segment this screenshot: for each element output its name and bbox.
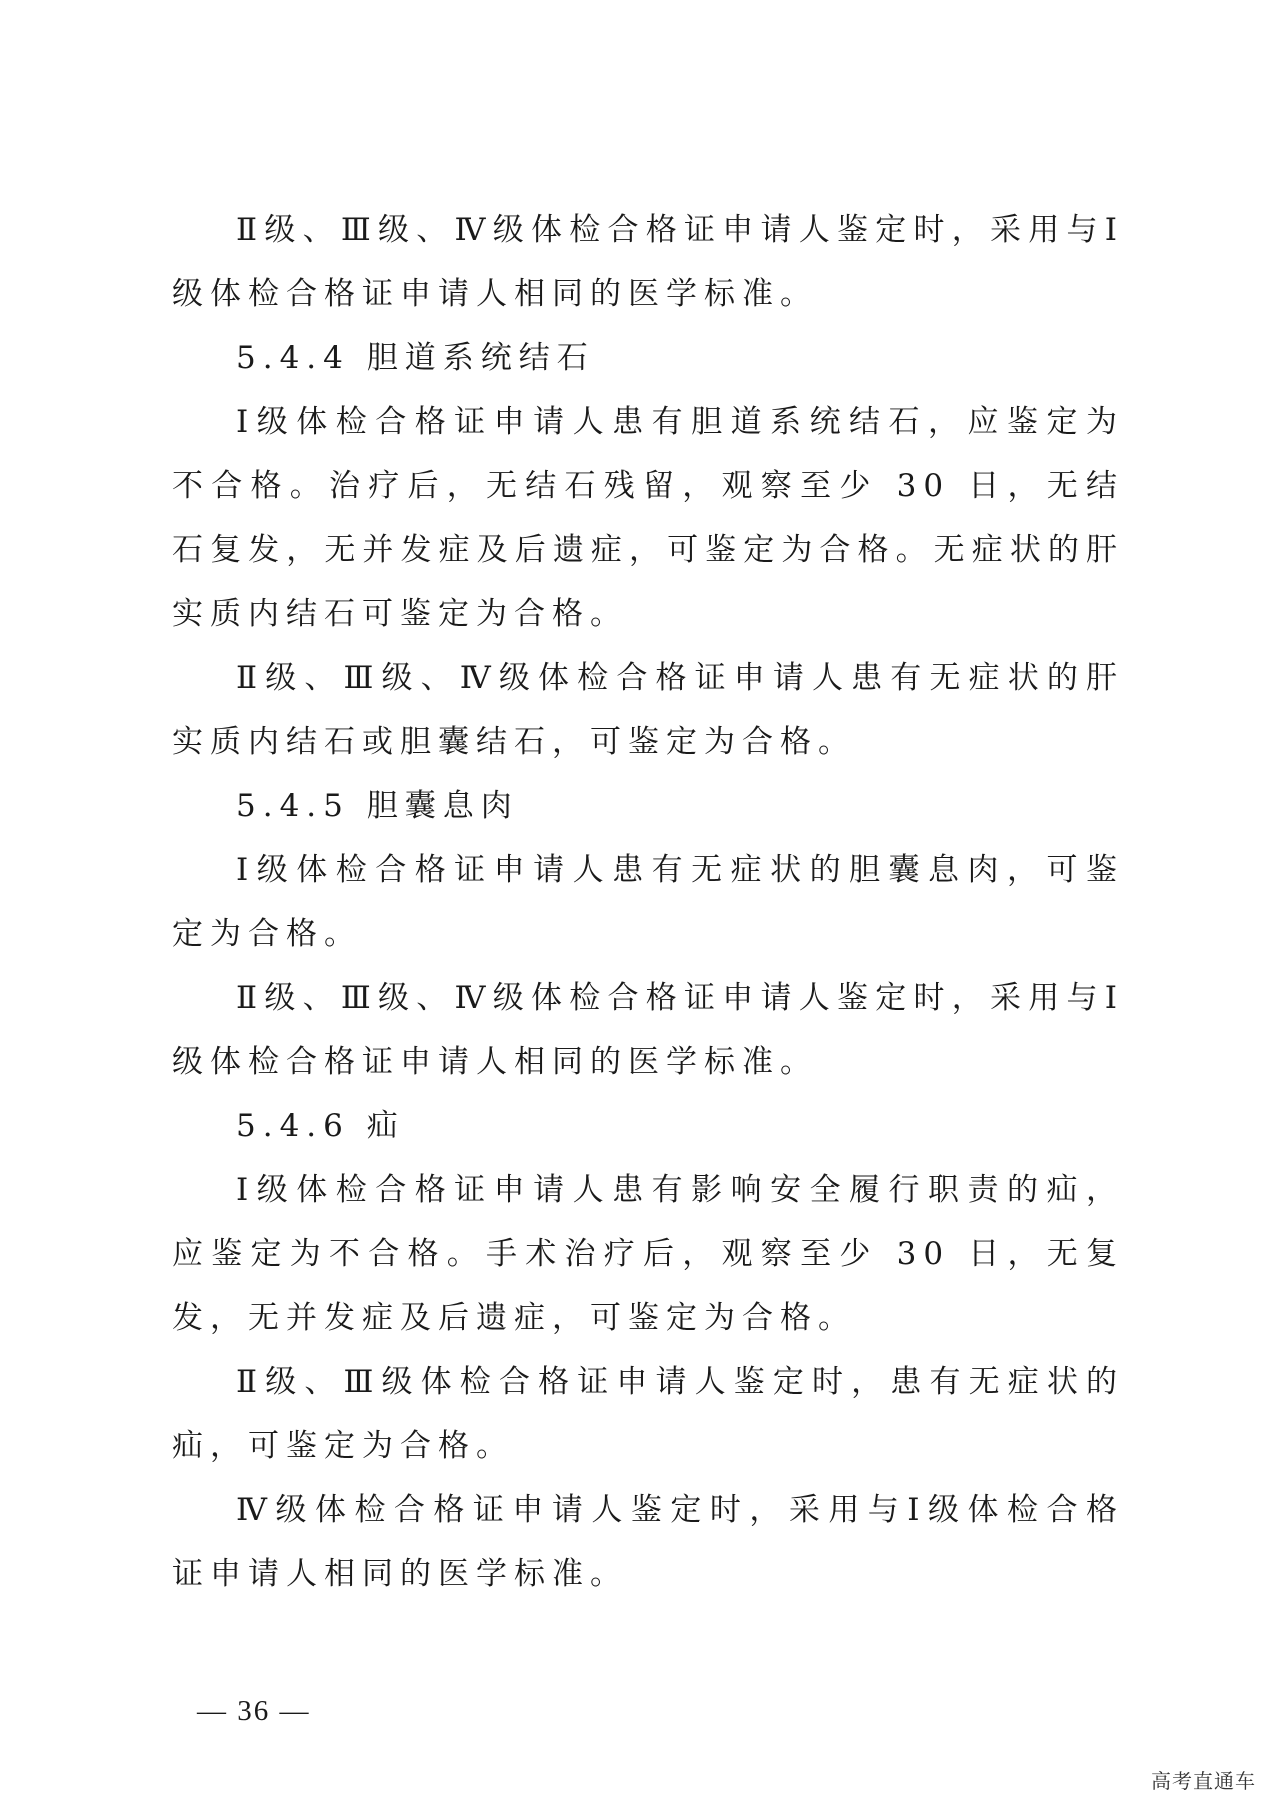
paragraph: Ⅱ级、Ⅲ级、Ⅳ级体检合格证申请人鉴定时，采用与Ⅰ级体检合格证申请人相同的医学标准。 — [172, 212, 1124, 312]
paragraph: Ⅰ级体检合格证申请人患有无症状的胆囊息肉，可鉴定为合格。 — [172, 852, 1124, 952]
paragraph: Ⅱ级、Ⅲ级体检合格证申请人鉴定时，患有无症状的疝，可鉴定为合格。 — [172, 1364, 1124, 1464]
paragraph: Ⅰ级体检合格证申请人患有胆道系统结石，应鉴定为不合格。治疗后，无结石残留，观察至少 30 日，无结石复发，无并发症及后遗症，可鉴定为合格。无症状的肝实质内结石可鉴定为合格。 — [172, 404, 1124, 632]
paragraph: Ⅱ级、Ⅲ级、Ⅳ级体检合格证申请人患有无症状的肝实质内结石或胆囊结石，可鉴定为合格。 — [172, 660, 1124, 760]
paragraph: Ⅱ级、Ⅲ级、Ⅳ级体检合格证申请人鉴定时，采用与Ⅰ级体检合格证申请人相同的医学标准。 — [172, 980, 1124, 1080]
document-body — [172, 198, 1124, 1606]
section-heading: 5.4.5 胆囊息肉 — [236, 788, 519, 824]
section-heading: 5.4.4 胆道系统结石 — [236, 340, 595, 376]
page-number: — 36 — — [197, 1695, 311, 1727]
paragraph: Ⅳ级体检合格证申请人鉴定时，采用与Ⅰ级体检合格证申请人相同的医学标准。 — [172, 1492, 1124, 1592]
watermark: 高考直通车 — [1151, 1769, 1256, 1793]
section-heading: 5.4.6 疝 — [236, 1108, 405, 1144]
paragraph: Ⅰ级体检合格证申请人患有影响安全履行职责的疝，应鉴定为不合格。手术治疗后，观察至少 30 日，无复发，无并发症及后遗症，可鉴定为合格。 — [172, 1172, 1124, 1336]
